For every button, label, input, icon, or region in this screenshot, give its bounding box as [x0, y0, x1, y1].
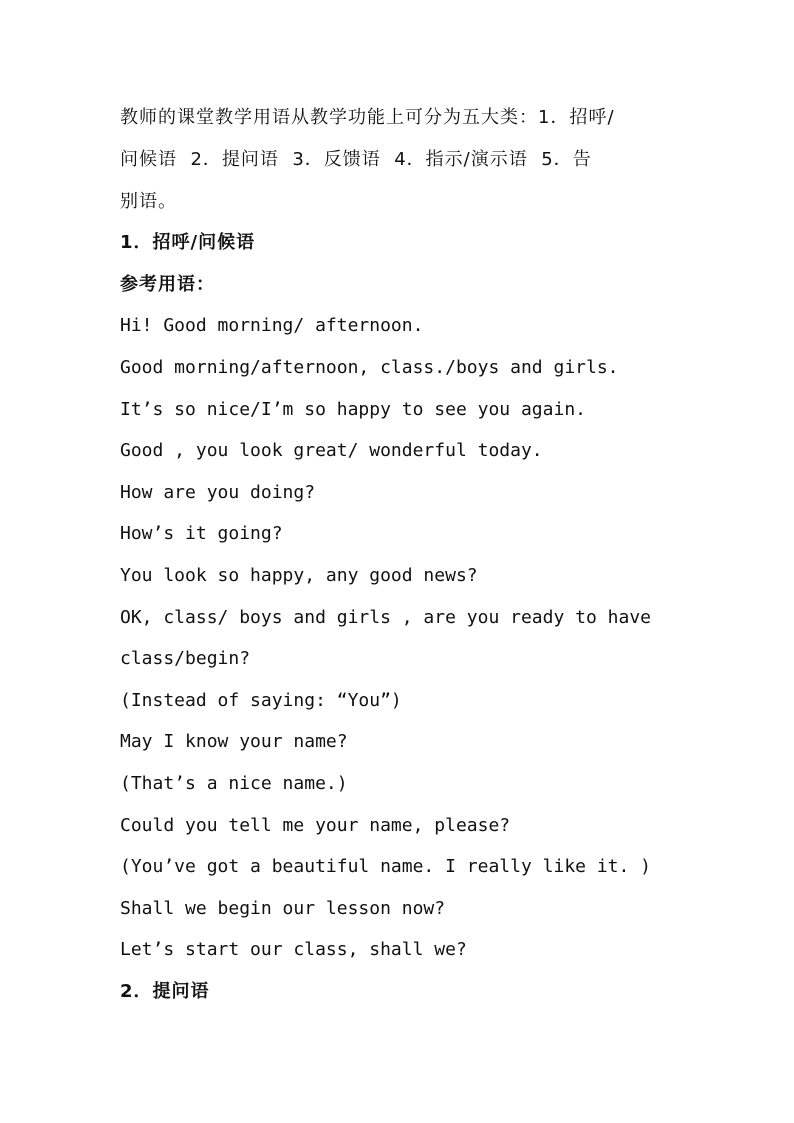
- phrase-line: Good , you look great/ wonderful today.: [120, 440, 543, 461]
- intro-line-1: 教师的课堂教学用语从教学功能上可分为五大类：1．招呼/: [120, 107, 615, 128]
- phrase-line: Could you tell me your name, please?: [120, 815, 511, 836]
- section-heading-questions: 2．提问语: [120, 981, 210, 1002]
- intro-line-3: 别语。: [120, 191, 177, 212]
- phrase-line: Let’s start our class, shall we?: [120, 939, 467, 960]
- phrase-line: (Instead of saying: “You”): [120, 690, 402, 711]
- phrase-line: May I know your name?: [120, 731, 348, 752]
- phrase-line: Good morning/afternoon, class./boys and girls.: [120, 357, 619, 378]
- phrase-line: (You’ve got a beautiful name. I really like it. ): [120, 856, 652, 877]
- phrase-line: (That’s a nice name.): [120, 773, 348, 794]
- intro-line-2: 问候语 2．提问语 3．反馈语 4．指示/演示语 5．告: [120, 149, 592, 170]
- phrase-line: You look so happy, any good news?: [120, 565, 478, 586]
- phrase-line: How’s it going?: [120, 523, 283, 544]
- phrase-line: How are you doing?: [120, 482, 316, 503]
- phrase-line: Hi! Good morning/ afternoon.: [120, 315, 424, 336]
- phrase-line: It’s so nice/I’m so happy to see you again.: [120, 399, 586, 420]
- reference-label: 参考用语：: [120, 274, 215, 295]
- phrase-line: Shall we begin our lesson now?: [120, 898, 446, 919]
- phrase-line: class/begin?: [120, 648, 251, 669]
- section-heading-greetings: 1．招呼/问候语: [120, 232, 256, 253]
- phrase-line: OK, class/ boys and girls , are you ready to have: [120, 607, 652, 628]
